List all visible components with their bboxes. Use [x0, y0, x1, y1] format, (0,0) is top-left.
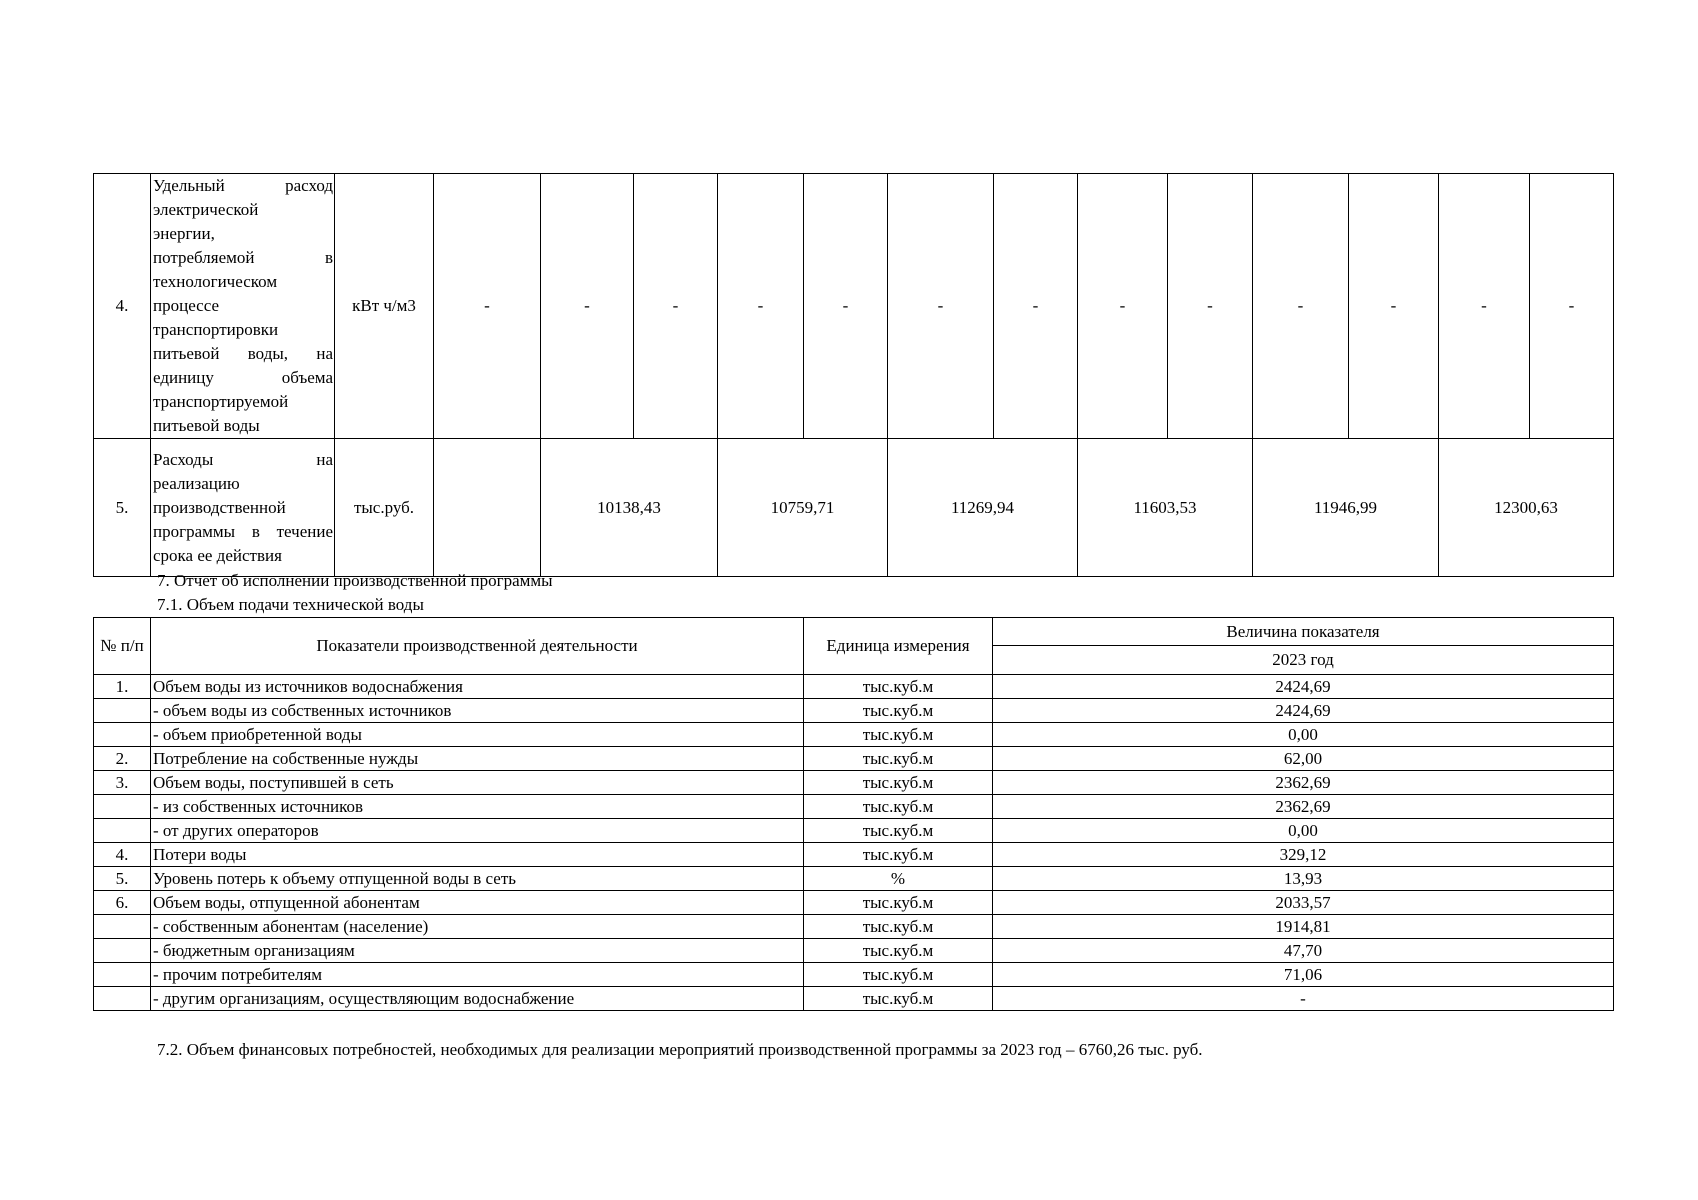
production-program-table	[93, 173, 1614, 577]
row-number: 4.	[94, 843, 151, 867]
table-cell: 11603,53	[1078, 439, 1253, 577]
table-cell: -	[804, 174, 888, 439]
row-indicator: - объем воды из собственных источников	[151, 699, 804, 723]
row-number: 5.	[94, 867, 151, 891]
header-indicator: Показатели производственной деятельности	[151, 618, 804, 675]
table-row	[94, 723, 1614, 747]
row-unit: тыс.куб.м	[804, 795, 993, 819]
row-indicator: - другим организациям, осуществляющим водоснабжение	[151, 987, 804, 1011]
row-value: 2362,69	[993, 795, 1614, 819]
table-cell: -	[1439, 174, 1530, 439]
table-row	[94, 795, 1614, 819]
row-value: 2424,69	[993, 699, 1614, 723]
row-number: 3.	[94, 771, 151, 795]
table-cell: 11946,99	[1253, 439, 1439, 577]
row-indicator: Потребление на собственные нужды	[151, 747, 804, 771]
row-indicator: Объем воды, поступившей в сеть	[151, 771, 804, 795]
row-number	[94, 963, 151, 987]
table-row	[94, 891, 1614, 915]
table-cell: -	[994, 174, 1078, 439]
row-value: 13,93	[993, 867, 1614, 891]
technical-water-table	[93, 617, 1614, 1011]
row-number	[94, 915, 151, 939]
row-value: 0,00	[993, 819, 1614, 843]
row-unit: тыс.куб.м	[804, 843, 993, 867]
table-cell: -	[1253, 174, 1349, 439]
row-value: 2424,69	[993, 675, 1614, 699]
row-value: 2362,69	[993, 771, 1614, 795]
row-value: 47,70	[993, 939, 1614, 963]
table-row	[94, 963, 1614, 987]
row-unit: тыс.куб.м	[804, 699, 993, 723]
header-value: Величина показателя	[993, 618, 1614, 646]
table-row	[94, 174, 1614, 439]
row-unit: кВт ч/м3	[335, 174, 434, 439]
row-indicator: - прочим потребителям	[151, 963, 804, 987]
row-unit: тыс.куб.м	[804, 747, 993, 771]
table-header-row	[94, 618, 1614, 646]
row-value: 1914,81	[993, 915, 1614, 939]
row-indicator: - бюджетным организациям	[151, 939, 804, 963]
row-value: 329,12	[993, 843, 1614, 867]
table-cell: 10759,71	[718, 439, 888, 577]
table-row	[94, 771, 1614, 795]
row-number	[94, 795, 151, 819]
table-cell: -	[1530, 174, 1614, 439]
row-number: 4.	[94, 174, 151, 439]
row-value: 0,00	[993, 723, 1614, 747]
row-value: 62,00	[993, 747, 1614, 771]
row-number: 2.	[94, 747, 151, 771]
row-value: -	[993, 987, 1614, 1011]
table-cell-empty	[434, 439, 541, 577]
table-row	[94, 819, 1614, 843]
row-indicator: Объем воды, отпущенной абонентам	[151, 891, 804, 915]
table-row	[94, 939, 1614, 963]
table-row	[94, 915, 1614, 939]
row-number	[94, 819, 151, 843]
row-indicator: - от других операторов	[151, 819, 804, 843]
row-unit: тыс.куб.м	[804, 723, 993, 747]
row-unit: тыс.куб.м	[804, 771, 993, 795]
row-unit: тыс.куб.м	[804, 987, 993, 1011]
row-number	[94, 699, 151, 723]
row-unit: тыс.куб.м	[804, 915, 993, 939]
table-row	[94, 699, 1614, 723]
row-number	[94, 939, 151, 963]
table-row	[94, 675, 1614, 699]
row-description: Удельный расход электрической энергии, потребляемой в технологическом процессе транспортировки питьевой воды, на единицу объема транспортируемой питьевой воды	[151, 174, 335, 439]
header-year: 2023 год	[993, 646, 1614, 675]
table-body	[94, 675, 1614, 1011]
table-cell: -	[634, 174, 718, 439]
row-unit: тыс.куб.м	[804, 819, 993, 843]
row-indicator: Объем воды из источников водоснабжения	[151, 675, 804, 699]
row-indicator: Уровень потерь к объему отпущенной воды в сеть	[151, 867, 804, 891]
row-indicator: - собственным абонентам (население)	[151, 915, 804, 939]
table-cell: 11269,94	[888, 439, 1078, 577]
row-number	[94, 723, 151, 747]
section-7-1-title: 7.1. Объем подачи технической воды	[157, 595, 424, 614]
row-unit: тыс.куб.м	[804, 939, 993, 963]
row-number: 6.	[94, 891, 151, 915]
row-indicator: - объем приобретенной воды	[151, 723, 804, 747]
row-unit: %	[804, 867, 993, 891]
table-row	[94, 439, 1614, 577]
row-unit: тыс.куб.м	[804, 891, 993, 915]
table-row	[94, 987, 1614, 1011]
table-row	[94, 747, 1614, 771]
table-cell: -	[1078, 174, 1168, 439]
row-indicator: - из собственных источников	[151, 795, 804, 819]
table-row	[94, 843, 1614, 867]
row-value: 71,06	[993, 963, 1614, 987]
table-cell: 10138,43	[541, 439, 718, 577]
table-cell: -	[1349, 174, 1439, 439]
row-number	[94, 987, 151, 1011]
section-7-title: 7. Отчет об исполнении производственной программы	[157, 571, 553, 590]
table-cell: -	[888, 174, 994, 439]
table-cell: 12300,63	[1439, 439, 1614, 577]
financial-needs-note: 7.2. Объем финансовых потребностей, необходимых для реализации мероприятий производственной программы за 2023 год – 6760,26 тыс. руб.	[157, 1040, 1203, 1059]
table-cell: -	[718, 174, 804, 439]
row-unit: тыс.куб.м	[804, 675, 993, 699]
row-unit: тыс.куб.м	[804, 963, 993, 987]
row-number: 1.	[94, 675, 151, 699]
table-row	[94, 867, 1614, 891]
row-number: 5.	[94, 439, 151, 577]
row-unit: тыс.руб.	[335, 439, 434, 577]
table-cell: -	[1168, 174, 1253, 439]
header-num: № п/п	[94, 618, 151, 675]
row-indicator: Потери воды	[151, 843, 804, 867]
table-cell: -	[541, 174, 634, 439]
header-unit: Единица измерения	[804, 618, 993, 675]
row-description: Расходы на реализацию производственной программы в течение срока ее действия	[151, 439, 335, 577]
row-value: 2033,57	[993, 891, 1614, 915]
table-cell: -	[434, 174, 541, 439]
